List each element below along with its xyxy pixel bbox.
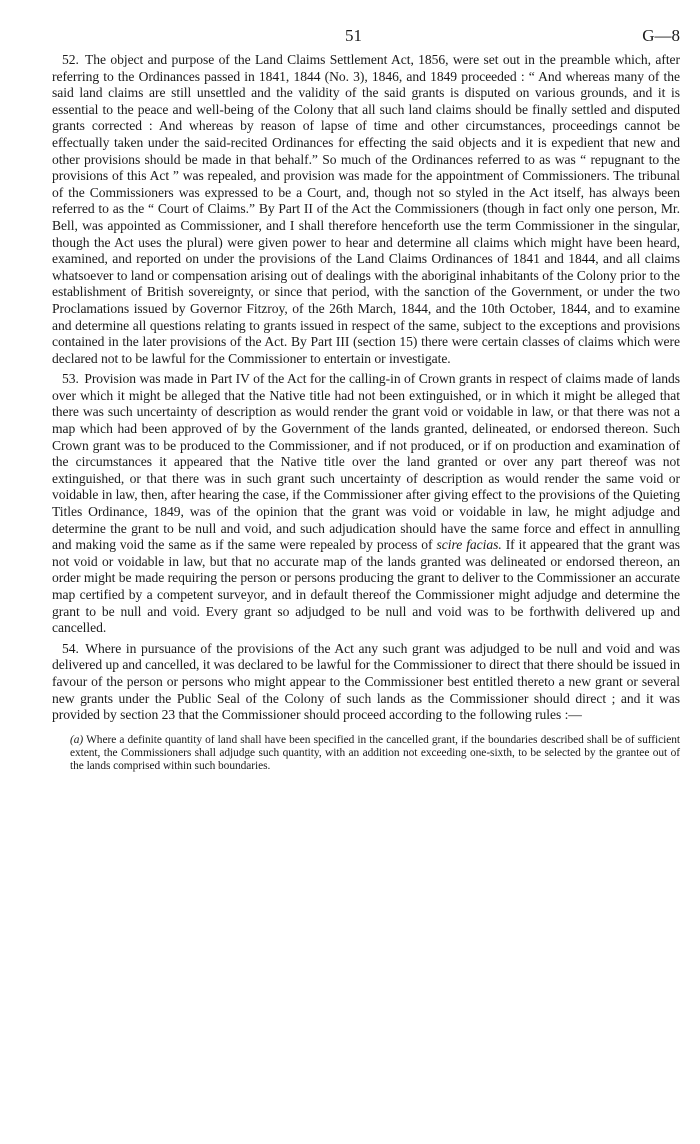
paragraph-number: 53. [62,371,79,387]
paragraph-53 [52,371,680,637]
rule-a [70,734,680,774]
body-text [52,52,680,773]
page-header [52,26,680,50]
paragraph-text: The object and purpose of the Land Claims Settlement Act, 1856, were set out in the preamble which, after referring to the Ordinances passed in 1841, 1844 (No. 3), 1846, and 1849 proceeded : “ And whereas many of the said land claims are still unsettled and the validity of the said grants is disputed on various grounds, and it is essential to the peace and well-being of the Colony that all such land claims should be finally settled and disputed grants corrected : And whereas by reason of lapse of time and other circumstances, proceedings cannot be effectually taken under the said-recited Ordinances for effecting the said objects and it is expedient that new and other provisions should be made in that behalf.” So much of the Ordinances referred to as was “ repugnant to the provisions of this Act ” was repealed, and provision was made for the appointment of Commissioners. The tribunal of the Commissioners was expressed to be a Court, and, though not so styled in the Act itself, has always been referred to as the “ Court of Claims.” By Part II of the Act the Commissioners (though in fact only one person, Mr. Bell, was appointed as Commissioner, and I shall therefore henceforth use the term Commissioner in the singular, though the Act uses the plural) were given power to hear and determine all claims which might have been heard, examined, and reported on under the provisions of the Land Claims Ordinances of 1841 and 1844, and all claims whatsoever to land or compensation arising out of dealings with the aboriginal inhabitants of the Colony prior to the establishment of British sovereignty, or since that period, with the sanction of the Government, or under the two Proclamations issued by Governor Fitzroy, of the 26th March, 1844, and the 10th October, 1844, and to examine and determine all questions relating to grants issued in respect of the same, subject to the exceptions and provisions contained in the later provisions of the Act. By Part III (section 15) there were certain classes of claims which were declared not to be lawful for the Commissioner to entertain or investigate. [52,52,680,366]
page-number: 51 [345,26,362,45]
paragraph-text-continued: If it appeared that the grant was not void or voidable in law, but that no accurate map of the lands granted was delineated or endorsed thereon, an order might be made requiring the person or persons producing the grant to deliver to the Commissioner an accurate map certified by a competent surveyor, and in default thereof the Commissioner might adjudge and determine the grant to be null and void. Every grant so adjudged to be null and void was to be forthwith delivered up and cancelled. [52,537,680,636]
document-code: G—8 [642,26,680,45]
document-page [52,26,680,773]
rule-text: Where a definite quantity of land shall have been specified in the cancelled grant, if the boundaries described shall be of sufficient extent, the Commissioners shall adjudge such quantity, with an addition not exceeding one-sixth, to be selected by the grantee out of the lands comprised within such boundaries. [70,733,680,773]
paragraph-text: Where in pursuance of the provisions of the Act any such grant was adjudged to be null and void and was delivered up and cancelled, it was declared to be lawful for the Commissioner to direct that there should be issued in favour of the person or persons who might appear to the Commissioner best entitled thereto a new grant or several new grants under the Public Seal of the Colony of such lands as the Commissioner should direct ; and it was provided by section 23 that the Commissioner should proceed according to the following rules :— [52,640,680,723]
paragraph-52 [52,52,680,367]
latin-term: scire facias. [436,537,502,553]
paragraph-text: Provision was made in Part IV of the Act for the calling-in of Crown grants in respect of claims made of lands over which it might be alleged that the Native title had not been extinguished, or in which it might be alleged that there was such uncertainty of description as would render the grant void or voidable in law, or that there was not a map which had been approved of by the Government of the lands granted, delineated, or endorsed thereon. Such Crown grant was to be produced to the Commissioner, and if not produced, or if on production and examination of the circumstances it appeared that the Native title over the land granted or over any part thereof was not extinguished, or that there was in such grant such uncertainty of description as would render the same void or voidable in law, then, after hearing the case, if the Commissioner after giving effect to the provisions of the Quieting Titles Ordinance, 1849, was of the opinion that the grant was void or voidable in law, he might adjudge and determine the grant to be null and void, and such adjudication should have the same force and effect in annulling and making void the same as if the same were repealed by process of [52,371,680,553]
rule-label: (a) [70,733,84,746]
paragraph-number: 54. [62,640,79,656]
paragraph-54 [52,641,680,724]
paragraph-number: 52. [62,52,79,67]
